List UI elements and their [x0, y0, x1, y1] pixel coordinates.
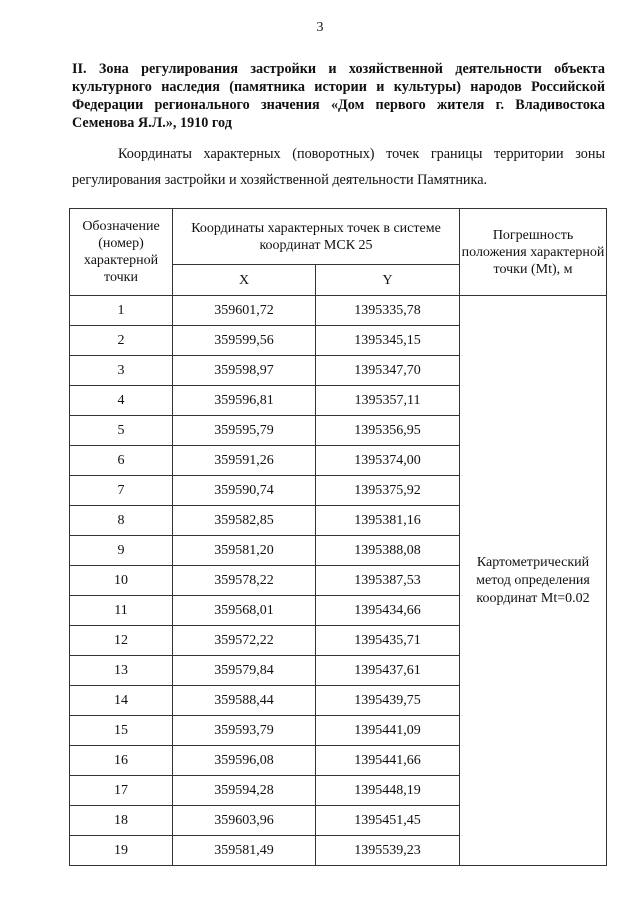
y-coordinate-cell: 1395345,15: [316, 326, 460, 356]
x-coordinate-cell: 359588,44: [173, 686, 316, 716]
error-method-cell: Картометрический метод определения координат Mt=0.02: [460, 296, 607, 866]
point-number-cell: 14: [70, 686, 173, 716]
y-coordinate-cell: 1395448,19: [316, 776, 460, 806]
header-error: Погрешность положения характерной точки (Mt), м: [460, 209, 607, 296]
intro-paragraph: Координаты характерных (поворотных) точек границы территории зоны регулирования застройки и хозяйственной деятельности Памятника.: [72, 146, 605, 188]
point-number-cell: 11: [70, 596, 173, 626]
y-coordinate-cell: 1395435,71: [316, 626, 460, 656]
y-coordinate-cell: 1395441,09: [316, 716, 460, 746]
point-number-cell: 16: [70, 746, 173, 776]
point-number-cell: 10: [70, 566, 173, 596]
x-coordinate-cell: 359599,56: [173, 326, 316, 356]
point-number-cell: 18: [70, 806, 173, 836]
point-number-cell: 3: [70, 356, 173, 386]
header-point-number: Обозначение (номер) характерной точки: [70, 209, 173, 296]
header-coordinates: Координаты характерных точек в системе координат МСК 25: [173, 209, 460, 265]
table-body: [70, 296, 607, 866]
x-coordinate-cell: 359593,79: [173, 716, 316, 746]
point-number-cell: 4: [70, 386, 173, 416]
x-coordinate-cell: 359581,49: [173, 836, 316, 866]
x-coordinate-cell: 359595,79: [173, 416, 316, 446]
y-coordinate-cell: 1395388,08: [316, 536, 460, 566]
point-number-cell: 15: [70, 716, 173, 746]
x-coordinate-cell: 359596,08: [173, 746, 316, 776]
y-coordinate-cell: 1395437,61: [316, 656, 460, 686]
x-coordinate-cell: 359598,97: [173, 356, 316, 386]
point-number-cell: 6: [70, 446, 173, 476]
x-coordinate-cell: 359603,96: [173, 806, 316, 836]
x-coordinate-cell: 359594,28: [173, 776, 316, 806]
point-number-cell: 9: [70, 536, 173, 566]
y-coordinate-cell: 1395434,66: [316, 596, 460, 626]
x-coordinate-cell: 359568,01: [173, 596, 316, 626]
y-coordinate-cell: 1395357,11: [316, 386, 460, 416]
point-number-cell: 5: [70, 416, 173, 446]
y-coordinate-cell: 1395347,70: [316, 356, 460, 386]
x-coordinate-cell: 359591,26: [173, 446, 316, 476]
x-coordinate-cell: 359581,20: [173, 536, 316, 566]
x-coordinate-cell: 359582,85: [173, 506, 316, 536]
y-coordinate-cell: 1395387,53: [316, 566, 460, 596]
y-coordinate-cell: 1395375,92: [316, 476, 460, 506]
section-title: II. Зона регулирования застройки и хозяйственной деятельности объекта культурного наследия (памятника истории и культуры) народов Российской Федерации регионального значения «Дом первого жителя г. Владивостока Семенова Я.Л.», 1910 год: [72, 61, 605, 131]
y-coordinate-cell: 1395539,23: [316, 836, 460, 866]
x-coordinate-cell: 359596,81: [173, 386, 316, 416]
point-number-cell: 7: [70, 476, 173, 506]
x-coordinate-cell: 359578,22: [173, 566, 316, 596]
point-number-cell: 13: [70, 656, 173, 686]
point-number-cell: 8: [70, 506, 173, 536]
header-x: X: [173, 265, 316, 296]
x-coordinate-cell: 359590,74: [173, 476, 316, 506]
y-coordinate-cell: 1395374,00: [316, 446, 460, 476]
table-row: [70, 296, 607, 326]
y-coordinate-cell: 1395441,66: [316, 746, 460, 776]
header-y: Y: [316, 265, 460, 296]
page-number: 3: [316, 20, 324, 35]
x-coordinate-cell: 359601,72: [173, 296, 316, 326]
y-coordinate-cell: 1395381,16: [316, 506, 460, 536]
point-number-cell: 19: [70, 836, 173, 866]
y-coordinate-cell: 1395356,95: [316, 416, 460, 446]
coordinates-table: [69, 208, 607, 866]
point-number-cell: 17: [70, 776, 173, 806]
y-coordinate-cell: 1395439,75: [316, 686, 460, 716]
y-coordinate-cell: 1395335,78: [316, 296, 460, 326]
point-number-cell: 1: [70, 296, 173, 326]
x-coordinate-cell: 359572,22: [173, 626, 316, 656]
point-number-cell: 12: [70, 626, 173, 656]
x-coordinate-cell: 359579,84: [173, 656, 316, 686]
point-number-cell: 2: [70, 326, 173, 356]
y-coordinate-cell: 1395451,45: [316, 806, 460, 836]
